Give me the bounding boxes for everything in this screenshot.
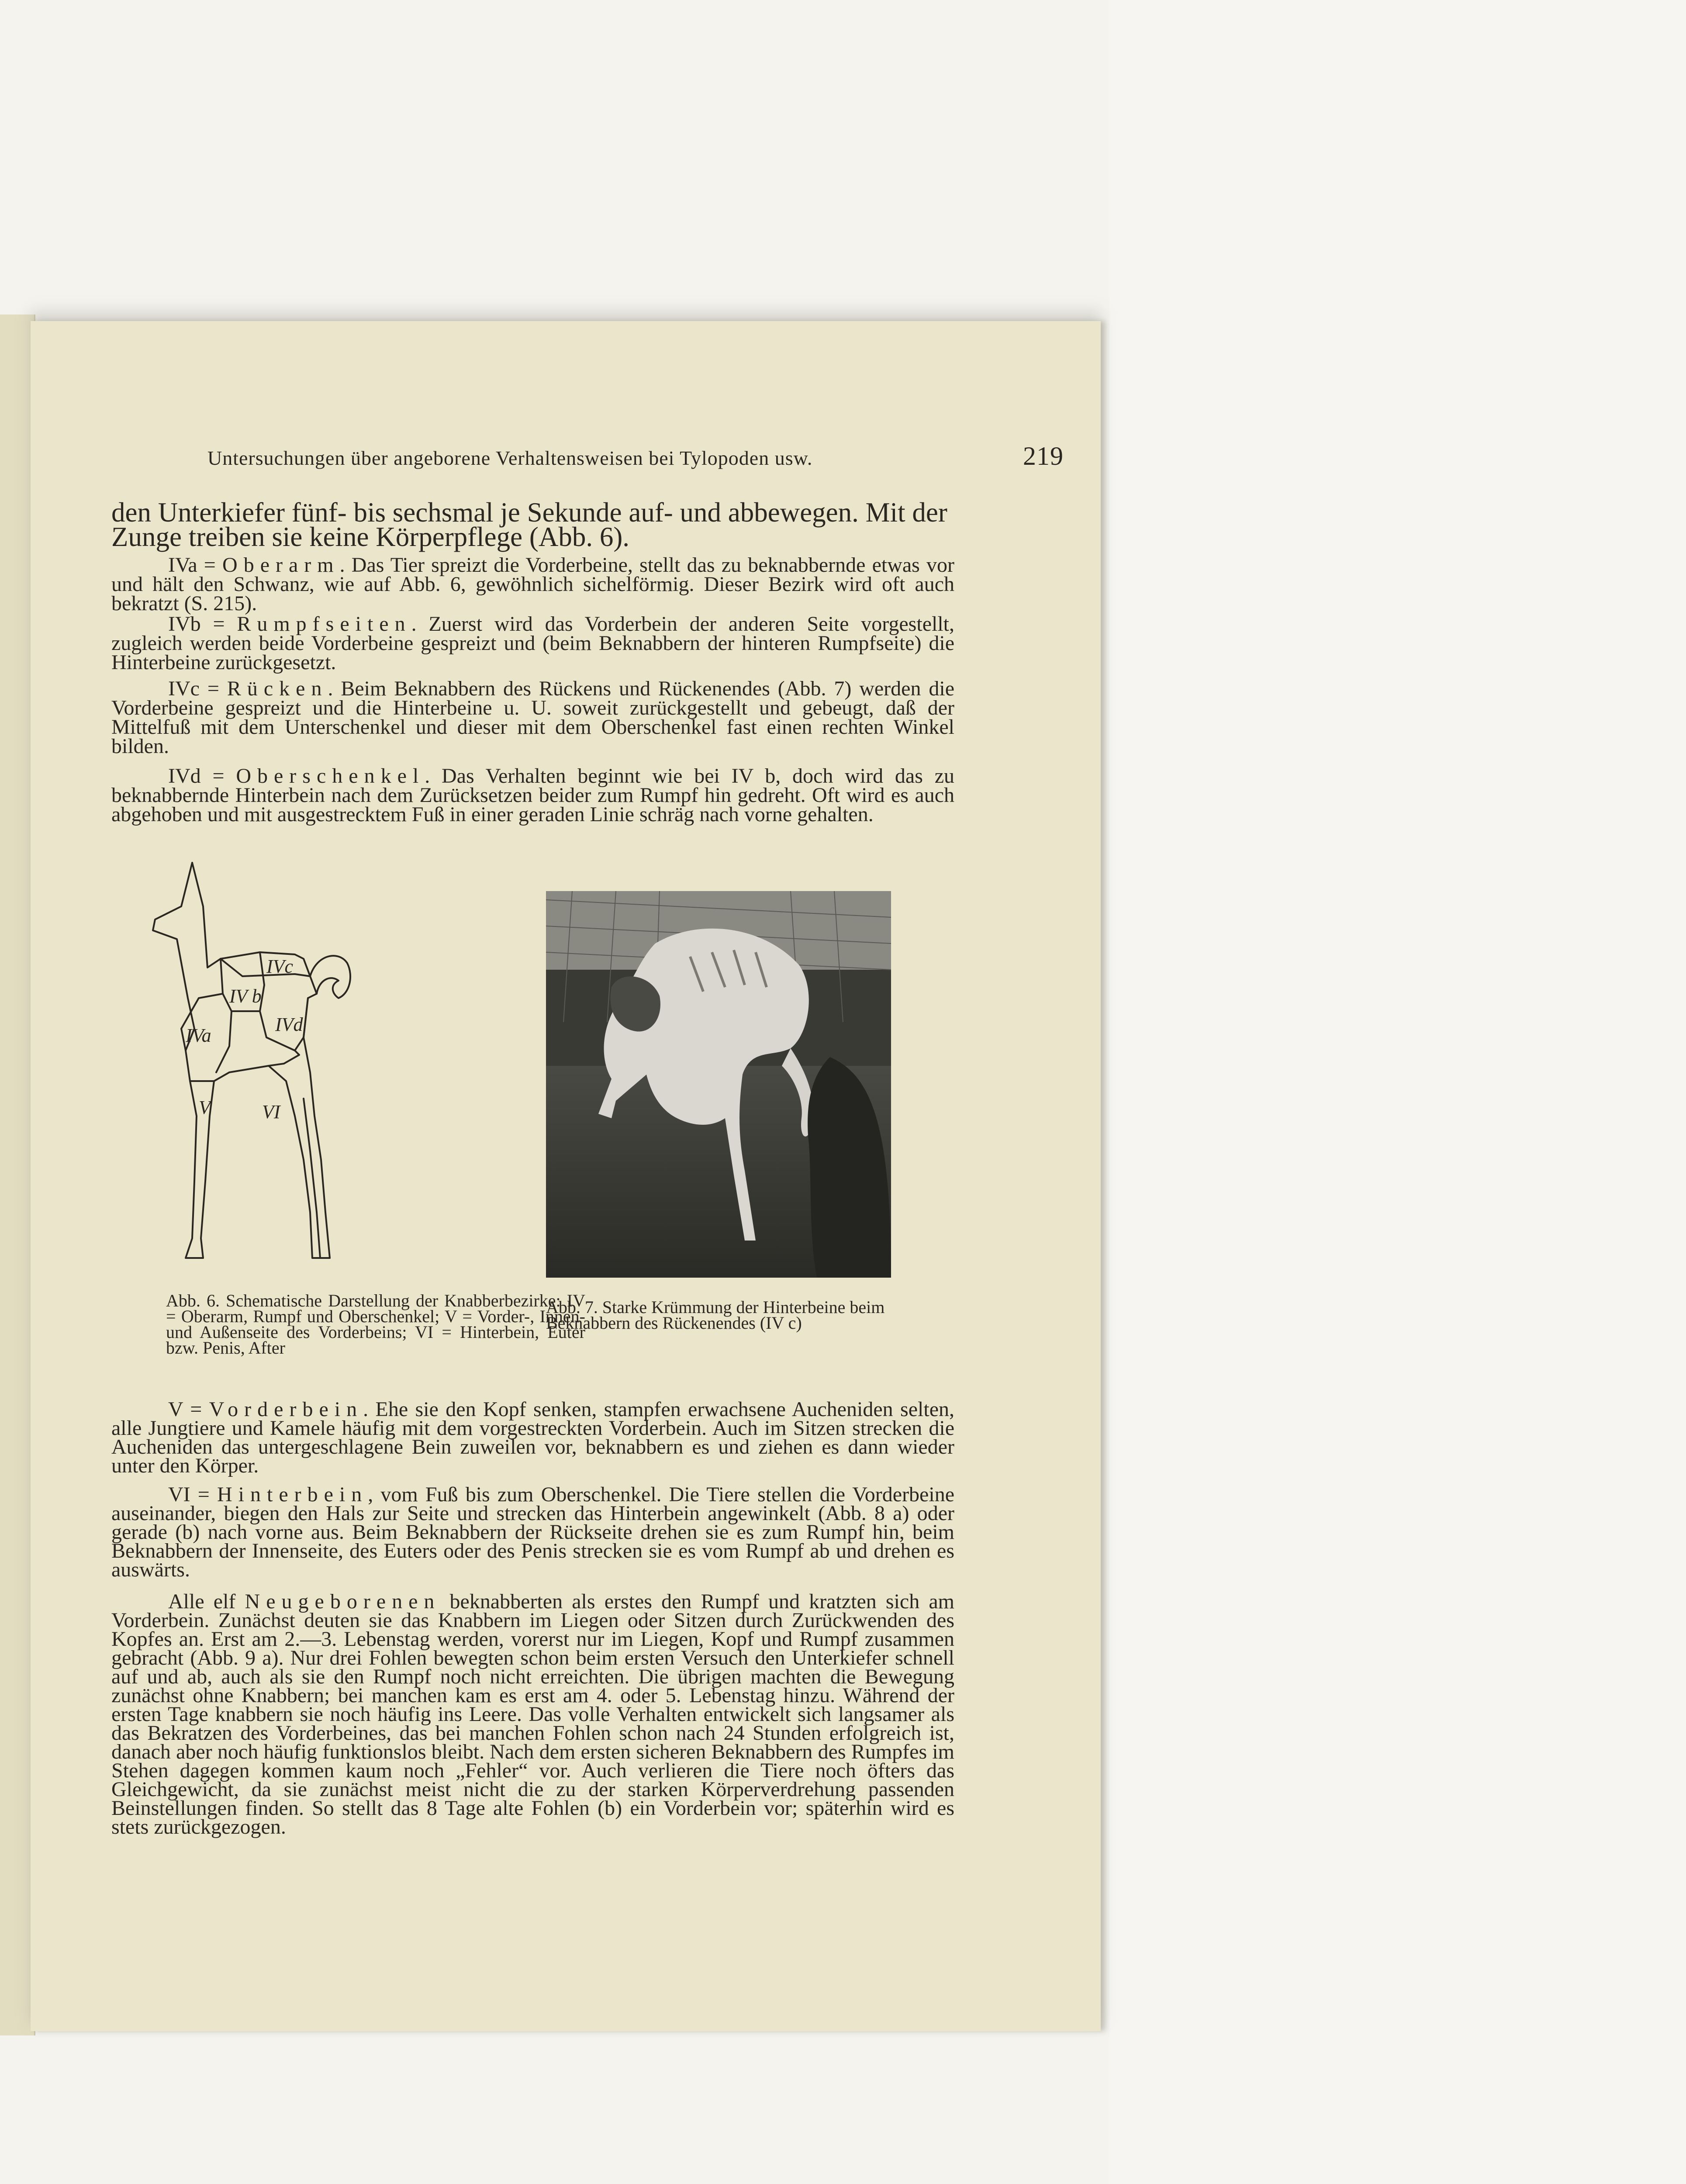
figure-6-diagram xyxy=(111,854,496,1286)
intro-paragraph: den Unterkiefer fünf- bis sechsmal je Sekunde auf- und abbewegen. Mit der Zunge treiben sie keine Körperpflege (Abb. 6). xyxy=(111,497,947,552)
label-iva: IVa xyxy=(186,1025,211,1046)
photo-content xyxy=(546,891,891,1278)
section-ivc: IVc = Rücken. Beim Beknabbern des Rückens und Rückenendes (Abb. 7) werden die Vorderbeine gespreizt und die Hinterbeine u. U. soweit zurückgestellt und gebeugt, daß der Mittelfuß mit dem Unterschenkel und dieser mit dem Oberschenkel fast einen rechten Winkel bilden. xyxy=(111,677,954,758)
label-ivc: IVc xyxy=(266,956,294,977)
running-header xyxy=(207,441,1064,471)
figure-7-caption: Abb. 7. Starke Krümmung der Hinterbeine beim Beknabbern des Rückenendes (IV c) xyxy=(546,1297,885,1333)
figure-6-caption: Abb. 6. Schematische Darstellung der Knabberbezirke: IV = Oberarm, Rumpf und Oberschenkel; V = Vorder-, Innen- und Außenseite des Vorderbeins; VI = Hinterbein, Euter bzw. Penis, After xyxy=(166,1291,585,1358)
section-v: V = Vorderbein. Ehe sie den Kopf senken, stampfen erwachsene Aucheniden selten, alle Jungtiere und Kamele häufig mit dem vorgestreckten Vorderbein. Auch im Sitzen strecken die Aucheniden das untergeschlagene Bein zuweilen vor, beknabbern es und ziehen es dann wieder unter den Körper. xyxy=(111,1398,954,1477)
section-neugeborene: Alle elf Neugeborenen beknabberten als erstes den Rumpf und kratzten sich am Vorderbein. Zunächst deuten sie das Knabbern im Liegen oder Sitzen durch Zurückwenden des Kopfes an. Erst am 2.—3. Lebenstag werden, vorerst nur im Liegen, Kopf und Rumpf zusammen gebracht (Abb. 9 a). Nur drei Fohlen bewegten schon beim ersten Versuch den Unterkiefer schnell auf und ab, auch als sie den Rumpf noch nicht erreichten. Die übrigen machten die Bewegung zunächst ohne Knabbern; bei manchen kam es erst am 4. oder 5. Lebenstag hinzu. Während der ersten Tage knabbern sie noch häufig ins Leere. Das volle Verhalten entwickelt sich langsamer als das Bekratzen des Vorderbeines, das bei manchen Fohlen schon nach 24 Stunden erfolgreich ist, danach aber noch häufig funktionslos bleibt. Nach dem ersten sicheren Beknabbern des Rumpfes im Stehen dagegen kommen kaum noch „Fehler“ vor. Auch verlieren die Tiere noch öfters das Gleichgewicht, da sie zunächst meist nicht die zu der starken Körperverdrehung passenden Beinstellungen finden. So stellt das 8 Tage alte Fohlen (b) ein Vorderbein vor; späterhin wird es stets zurückgezogen. xyxy=(111,1590,954,1838)
llama-outline xyxy=(153,863,330,1258)
region-vi-border xyxy=(269,1051,299,1066)
section-ivd: IVd = Oberschenkel. Das Verhalten beginnt wie bei IV b, doch wird das zu beknabbernde Hinterbein nach dem Zurücksetzen beider zum Rumpf hin gedreht. Oft wird es auch abgehoben und mit ausgestrecktem Fuß in einer geraden Linie schräg nach vorne gehalten. xyxy=(111,764,955,826)
background xyxy=(1109,0,1686,2184)
page-number: 219 xyxy=(1023,442,1064,470)
section-ivb: IVb = Rumpfseiten. Zuerst wird das Vorderbein der anderen Seite vorgestellt, zugleich werden beide Vorderbeine gespreizt und (beim Beknabbern der hinteren Rumpfseite) die Hinterbeine zurückgesetzt. xyxy=(111,612,955,674)
label-v: V xyxy=(199,1097,211,1118)
label-vi: VI xyxy=(262,1101,280,1123)
label-ivb: IV b xyxy=(229,985,262,1007)
previous-page-edge xyxy=(0,314,35,2035)
region-ivc-border xyxy=(221,959,310,976)
figure-7-photo xyxy=(546,891,891,1278)
header-title: Untersuchungen über angeborene Verhaltensweisen bei Tylopoden usw. xyxy=(207,447,813,469)
section-iva: IVa = Oberarm. Das Tier spreizt die Vorderbeine, stellt das zu beknabbernde etwas vor und hält den Schwanz, wie auf Abb. 6, gewöhnlich sichelförmig. Dieser Bezirk wird oft auch bekratzt (S. 215). xyxy=(111,553,955,615)
label-ivd: IVd xyxy=(275,1014,303,1035)
section-vi: VI = Hinterbein, vom Fuß bis zum Oberschenkel. Die Tiere stellen die Vorderbeine auseinander, biegen den Hals zur Seite und strecken das Hinterbein angewinkelt (Abb. 8 a) oder gerade (b) nach vorne aus. Beim Beknabbern der Rückseite drehen sie es zum Rumpf hin, beim Beknabbern der Innenseite, des Euters oder des Penis strecken sie es vom Rumpf ab und drehen es auswärts. xyxy=(111,1483,954,1581)
